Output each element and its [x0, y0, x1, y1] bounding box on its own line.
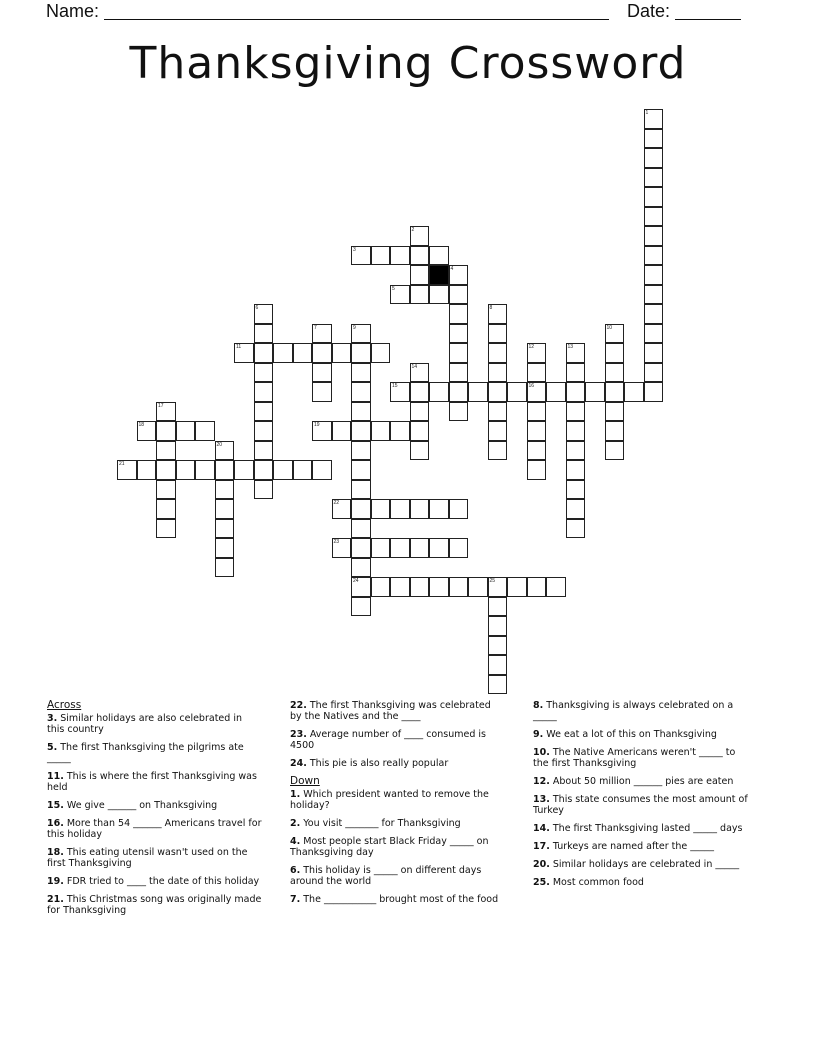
clue-text: Average number of ____ consumed is 4500: [290, 729, 486, 751]
grid-cell[interactable]: [488, 343, 508, 363]
grid-cell[interactable]: [488, 441, 508, 461]
grid-cell[interactable]: [566, 519, 586, 539]
grid-cell[interactable]: [351, 480, 371, 500]
date-label: Date:: [627, 1, 671, 21]
grid-cell[interactable]: [312, 382, 332, 402]
grid-cell[interactable]: [429, 246, 449, 266]
grid-cell[interactable]: [527, 441, 547, 461]
grid-cell[interactable]: [449, 402, 469, 422]
grid-cell[interactable]: [449, 499, 469, 519]
grid-cell[interactable]: [605, 343, 625, 363]
clue-number: 20.: [533, 859, 550, 870]
clue-text: The first Thanksgiving was celebrated by the Natives and the ____: [290, 700, 491, 722]
clue-number: 8.: [533, 700, 544, 711]
grid-cell[interactable]: [351, 421, 371, 441]
grid-cell[interactable]: [410, 577, 430, 597]
grid-cell[interactable]: [644, 207, 664, 227]
grid-cell[interactable]: [449, 538, 469, 558]
grid-cell[interactable]: [566, 382, 586, 402]
clue-11: [47, 771, 262, 793]
grid-cell[interactable]: [644, 304, 664, 324]
cell-number: 13: [567, 344, 574, 350]
clue-text: We eat a lot of this on Thanksgiving: [543, 729, 717, 740]
cell-number: 9: [353, 324, 356, 331]
grid-cell[interactable]: [351, 402, 371, 422]
clue-number: 7.: [290, 894, 301, 905]
clue-text: This Christmas song was originally made for Thanksgiving: [47, 894, 262, 916]
clue-25: [533, 877, 748, 888]
grid-cell[interactable]: [371, 499, 391, 519]
grid-cell[interactable]: [390, 421, 410, 441]
clue-text: Most common food: [549, 877, 644, 888]
cell-number: 22: [333, 500, 340, 506]
clue-number: 12.: [533, 776, 550, 787]
clue-number: 16.: [47, 818, 64, 829]
clue-number: 5.: [47, 742, 58, 753]
grid-cell[interactable]: [410, 402, 430, 422]
grid-cell[interactable]: [410, 421, 430, 441]
grid-cell[interactable]: [644, 363, 664, 383]
clue-text: Similar holidays are also celebrated in this country: [47, 713, 242, 735]
grid-cell[interactable]: [429, 285, 449, 305]
grid-cell[interactable]: [156, 460, 176, 480]
grid-cell[interactable]: [410, 246, 430, 266]
clue-14: [533, 823, 748, 834]
grid-cell[interactable]: [254, 343, 274, 363]
cell-number: 7: [314, 324, 317, 331]
cell-number: 20: [216, 441, 223, 448]
grid-cell[interactable]: [624, 382, 644, 402]
grid-cell[interactable]: [449, 304, 469, 324]
cell-number: 17: [158, 402, 164, 409]
grid-cell[interactable]: [449, 577, 469, 597]
clue-text: We give ______ on Thanksgiving: [63, 800, 218, 811]
clue-text: Which president wanted to remove the holiday?: [290, 789, 489, 811]
grid-cell[interactable]: [644, 187, 664, 207]
grid-cell[interactable]: [527, 421, 547, 441]
grid-cell[interactable]: [546, 382, 566, 402]
grid-cell[interactable]: [410, 538, 430, 558]
grid-cell[interactable]: [527, 460, 547, 480]
grid-cell[interactable]: [195, 421, 215, 441]
clue-number: 6.: [290, 865, 301, 876]
grid-cell[interactable]: [215, 519, 235, 539]
grid-cell[interactable]: [254, 363, 274, 383]
grid-cell[interactable]: [215, 499, 235, 519]
grid-cell[interactable]: [410, 382, 430, 402]
grid-cell[interactable]: [507, 577, 527, 597]
grid-cell[interactable]: [605, 402, 625, 422]
clue-16: [47, 818, 262, 840]
grid-cell[interactable]: [351, 538, 371, 558]
grid-cell[interactable]: [585, 382, 605, 402]
grid-cell[interactable]: [254, 480, 274, 500]
cell-number: 2: [411, 227, 415, 233]
clue-number: 1.: [290, 789, 301, 800]
grid-cell[interactable]: [254, 382, 274, 402]
cell-number: 14: [411, 363, 418, 370]
grid-cell[interactable]: [156, 519, 176, 539]
grid-cell[interactable]: [371, 343, 391, 363]
grid-cell[interactable]: [429, 499, 449, 519]
cell-number: 15: [392, 383, 398, 389]
cell-number: 11: [236, 344, 242, 350]
grid-cell[interactable]: [351, 343, 371, 363]
cell-number: 6: [255, 305, 259, 311]
cell-number: 16: [528, 383, 535, 389]
clue-20: [533, 859, 748, 870]
clue-5: [47, 742, 262, 764]
grid-cell[interactable]: [488, 421, 508, 441]
grid-cell[interactable]: [156, 499, 176, 519]
cell-number: 3: [353, 246, 356, 253]
cell-number: 5: [392, 285, 395, 292]
grid-cell[interactable]: [527, 402, 547, 422]
clue-7: [290, 894, 505, 905]
clues-column-2: [290, 700, 505, 912]
grid-cell[interactable]: [449, 285, 469, 305]
grid-cell[interactable]: [312, 343, 332, 363]
grid-cell[interactable]: [644, 265, 664, 285]
grid-cell[interactable]: [566, 480, 586, 500]
clue-text: This eating utensil wasn't used on the first Thanksgiving: [47, 847, 248, 869]
grid-cell[interactable]: [449, 382, 469, 402]
clue-text: This is where the first Thanksgiving was held: [47, 771, 257, 793]
grid-cell[interactable]: [410, 265, 430, 285]
clue-number: 11.: [47, 771, 64, 782]
grid-cell[interactable]: [176, 460, 196, 480]
grid-cell[interactable]: [390, 499, 410, 519]
clue-17: [533, 841, 748, 852]
down-heading: Down: [290, 775, 320, 787]
grid-cell[interactable]: [254, 460, 274, 480]
clue-number: 23.: [290, 729, 307, 740]
cell-number: 25: [489, 578, 496, 584]
clue-text: Similar holidays are celebrated in _____: [549, 859, 740, 870]
grid-cell[interactable]: [351, 441, 371, 461]
cell-number: 18: [138, 422, 145, 428]
grid-cell[interactable]: [351, 558, 371, 578]
grid-cell[interactable]: [507, 382, 527, 402]
grid-cell[interactable]: [215, 460, 235, 480]
grid-cell[interactable]: [390, 246, 410, 266]
clue-10: [533, 747, 748, 769]
across-heading: Across: [47, 699, 82, 711]
clue-15: [47, 800, 262, 811]
grid-cell[interactable]: [254, 441, 274, 461]
grid-cell[interactable]: [137, 460, 157, 480]
grid-cell[interactable]: [215, 538, 235, 558]
grid-cell[interactable]: [215, 558, 235, 578]
grid-cell[interactable]: [156, 421, 176, 441]
grid-cell[interactable]: [488, 636, 508, 656]
grid-cell[interactable]: [644, 343, 664, 363]
cell-number: 12: [528, 344, 535, 350]
grid-cell[interactable]: [644, 226, 664, 246]
clue-18: [47, 847, 262, 869]
clue-4: [290, 836, 505, 858]
black-cell: [429, 265, 449, 285]
clue-text: You visit _______ for Thanksgiving: [300, 818, 461, 829]
clue-text: This pie is also really popular: [306, 758, 449, 769]
clue-21: [47, 894, 262, 916]
grid-cell[interactable]: [332, 421, 352, 441]
grid-cell[interactable]: [468, 382, 488, 402]
clue-text: About 50 million ______ pies are eaten: [549, 776, 734, 787]
clue-13: [533, 794, 748, 816]
grid-cell[interactable]: [410, 285, 430, 305]
grid-cell[interactable]: [254, 324, 274, 344]
grid-cell[interactable]: [234, 460, 254, 480]
page-title: Thanksgiving Crossword: [129, 38, 687, 89]
grid-cell[interactable]: [449, 324, 469, 344]
grid-cell[interactable]: [195, 460, 215, 480]
grid-cell[interactable]: [429, 382, 449, 402]
grid-cell[interactable]: [371, 577, 391, 597]
grid-cell[interactable]: [351, 363, 371, 383]
clue-text: This state consumes the most amount of Turkey: [533, 794, 748, 816]
clue-6: [290, 865, 505, 887]
grid-cell[interactable]: [488, 382, 508, 402]
clue-12: [533, 776, 748, 787]
grid-cell[interactable]: [156, 480, 176, 500]
grid-cell[interactable]: [566, 402, 586, 422]
grid-cell[interactable]: [644, 382, 664, 402]
grid-cell[interactable]: [429, 538, 449, 558]
grid-cell[interactable]: [488, 616, 508, 636]
clue-24: [290, 758, 505, 769]
grid-cell[interactable]: [605, 441, 625, 461]
clue-text: The Native Americans weren't _____ to the first Thanksgiving: [533, 747, 736, 769]
clue-text: The first Thanksgiving the pilgrims ate _____: [47, 742, 244, 764]
grid-cell[interactable]: [468, 577, 488, 597]
grid-cell[interactable]: [644, 129, 664, 149]
clue-23: [290, 729, 505, 751]
grid-cell[interactable]: [488, 655, 508, 675]
grid-cell[interactable]: [644, 168, 664, 188]
clue-22: [290, 700, 505, 722]
grid-cell[interactable]: [566, 499, 586, 519]
grid-cell[interactable]: [351, 382, 371, 402]
grid-cell[interactable]: [605, 382, 625, 402]
grid-cell[interactable]: [546, 577, 566, 597]
grid-cell[interactable]: [429, 577, 449, 597]
grid-cell[interactable]: [312, 363, 332, 383]
clue-number: 3.: [47, 713, 58, 724]
grid-cell[interactable]: [390, 538, 410, 558]
clue-number: 10.: [533, 747, 550, 758]
clue-number: 9.: [533, 729, 544, 740]
grid-cell[interactable]: [488, 597, 508, 617]
clue-text: More than 54 ______ Americans travel for this holiday: [47, 818, 262, 840]
name-label: Name:: [46, 1, 100, 21]
clue-number: 15.: [47, 800, 64, 811]
grid-cell[interactable]: [371, 246, 391, 266]
clue-text: The first Thanksgiving lasted _____ days: [549, 823, 743, 834]
grid-cell[interactable]: [488, 675, 508, 695]
clue-number: 21.: [47, 894, 64, 905]
cell-number: 1: [645, 110, 649, 116]
grid-cell[interactable]: [566, 441, 586, 461]
grid-cell[interactable]: [566, 421, 586, 441]
grid-cell[interactable]: [605, 421, 625, 441]
grid-cell[interactable]: [488, 324, 508, 344]
grid-cell[interactable]: [176, 421, 196, 441]
clue-text: This holiday is _____ on different days around the world: [290, 865, 482, 887]
clue-2: [290, 818, 505, 829]
grid-cell[interactable]: [527, 577, 547, 597]
grid-cell[interactable]: [273, 460, 293, 480]
grid-cell[interactable]: [410, 499, 430, 519]
grid-cell[interactable]: [215, 480, 235, 500]
grid-cell[interactable]: [390, 577, 410, 597]
grid-cell[interactable]: [488, 402, 508, 422]
grid-cell[interactable]: [351, 519, 371, 539]
grid-cell[interactable]: [644, 285, 664, 305]
grid-cell[interactable]: [644, 246, 664, 266]
clue-8: [533, 700, 748, 722]
clue-3: [47, 713, 262, 735]
cell-number: 10: [606, 324, 613, 331]
grid-cell[interactable]: [293, 343, 313, 363]
clue-text: Turkeys are named after the _____: [549, 841, 714, 852]
clue-9: [533, 729, 748, 740]
clue-number: 2.: [290, 818, 301, 829]
grid-cell[interactable]: [351, 499, 371, 519]
cell-number: 21: [119, 461, 125, 467]
grid-cell[interactable]: [644, 324, 664, 344]
clue-number: 4.: [290, 836, 301, 847]
clue-text: FDR tried to ____ the date of this holiday: [63, 876, 260, 887]
cell-number: 23: [333, 539, 340, 545]
clue-number: 22.: [290, 700, 307, 711]
clue-number: 24.: [290, 758, 307, 769]
grid-cell[interactable]: [332, 343, 352, 363]
grid-cell[interactable]: [371, 538, 391, 558]
clues-column-1: [47, 700, 262, 923]
grid-cell[interactable]: [488, 363, 508, 383]
clue-text: Thanksgiving is always celebrated on a _____: [533, 700, 734, 722]
grid-cell[interactable]: [566, 363, 586, 383]
grid-cell[interactable]: [312, 460, 332, 480]
clue-number: 18.: [47, 847, 64, 858]
grid-cell[interactable]: [156, 441, 176, 461]
clue-number: 25.: [533, 877, 550, 888]
grid-cell[interactable]: [410, 441, 430, 461]
clue-1: [290, 789, 505, 811]
grid-cell[interactable]: [527, 363, 547, 383]
grid-cell[interactable]: [605, 363, 625, 383]
cell-number: 4: [450, 266, 454, 272]
cell-number: 24: [353, 578, 359, 584]
clue-text: The ___________ brought most of the food: [300, 894, 499, 905]
grid-cell[interactable]: [644, 148, 664, 168]
clue-text: Most people start Black Friday _____ on Thanksgiving day: [290, 836, 489, 858]
cell-number: 19: [314, 422, 320, 428]
grid-cell[interactable]: [254, 421, 274, 441]
grid-cell[interactable]: [273, 343, 293, 363]
clue-number: 19.: [47, 876, 64, 887]
grid-cell[interactable]: [351, 597, 371, 617]
grid-cell[interactable]: [293, 460, 313, 480]
cell-number: 8: [489, 305, 493, 311]
clues-column-3: [533, 700, 748, 895]
grid-cell[interactable]: [449, 343, 469, 363]
grid-cell[interactable]: [371, 421, 391, 441]
grid-cell[interactable]: [566, 460, 586, 480]
grid-cell[interactable]: [449, 363, 469, 383]
clue-19: [47, 876, 262, 887]
grid-cell[interactable]: [351, 460, 371, 480]
grid-cell[interactable]: [254, 402, 274, 422]
clue-number: 17.: [533, 841, 550, 852]
clue-number: 13.: [533, 794, 550, 805]
clue-number: 14.: [533, 823, 550, 834]
